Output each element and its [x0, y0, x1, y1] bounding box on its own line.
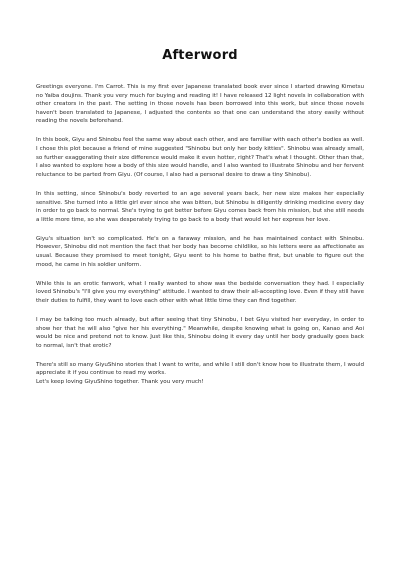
- paragraph-everyday: I may be talking too much already, but after seeing that tiny Shinobu, I bet Giyu visited her everyday, in order to show her that he will also "give her his everything." Meanwhile, despite knowing what is going on, Kanao and Aoi would be nice and pretend not to know. Just like this, Shinobu doing it every day until her body gradually goes back to normal, isn't that erotic?: [36, 316, 364, 349]
- paragraph-more-stories: There's still so many GiyuShino stories that I want to write, and while I still don't know how to illustrate them, I would appreciate it if you continue to read my works.: [36, 361, 364, 377]
- paragraph-giyu-situation: Giyu's situation isn't so complicated. He's on a faraway mission, and he has maintained contact with Shinobu. However, Shinobu did not mention the fact that her body has become childlike, so his letters were as affectionate as usual. Because they promised to meet tonight, Giyu went to his home to bathe first, but unable to figure out the mood, he came in his soldier uniform.: [36, 235, 364, 268]
- afterword-body: [36, 83, 364, 387]
- page-title: Afterword: [162, 48, 238, 63]
- paragraph-closing: Let's keep loving GiyuShino together. Thank you very much!: [36, 379, 204, 386]
- paragraph-bedside: While this is an erotic fanwork, what I really wanted to show was the bedside conversation they had. I especially loved Shinobu's "I'll give you my everything" attitude. I wanted to draw their all-accepting love. Even if they still have their duties to fulfill, they want to love each other with what little time they can find together.: [36, 280, 364, 304]
- paragraph-greetings: Greetings everyone. I'm Carrot. This is my first ever Japanese translated book ever since I started drawing Kimetsu no Yaiba doujins. Thank you very much for buying and reading it! I have released 12 light novels in collaboration with other creators in the past. The setting in those novels has been borrowed into this work, but since those novels haven't been translated to Japanese, I adjusted the contents so that one can understand the story easily without reading the novels beforehand.: [36, 84, 364, 125]
- paragraph-setting: In this setting, since Shinobu's body reverted to an age several years back, her new size makes her especially sensitive. She turned into a little girl ever since she was bitten, but Shinobu is diligently drinking medicine every day in order to go back to normal. She's trying to get better before Giyu comes back from his mission, but she still needs a little more time, so she was desperately trying to go back to a body that would let her express her love.: [36, 190, 364, 223]
- paragraph-plot: In this book, Giyu and Shinobu feel the same way about each other, and are familiar with each other's bodies as well. I chose this plot because a friend of mine suggested "Shinobu but only her body kitties". Shinobu was already small, so further exaggerating their size difference would make it even hotter, right? That's what I thought. Other than that, I also wanted to explore how a body of this size would handle, and I also wanted to illustrate Shinobu and her fervent reluctance to be parted from Giyu. (Of course, I also had a personal desire to draw a tiny Shinobu).: [36, 137, 364, 178]
